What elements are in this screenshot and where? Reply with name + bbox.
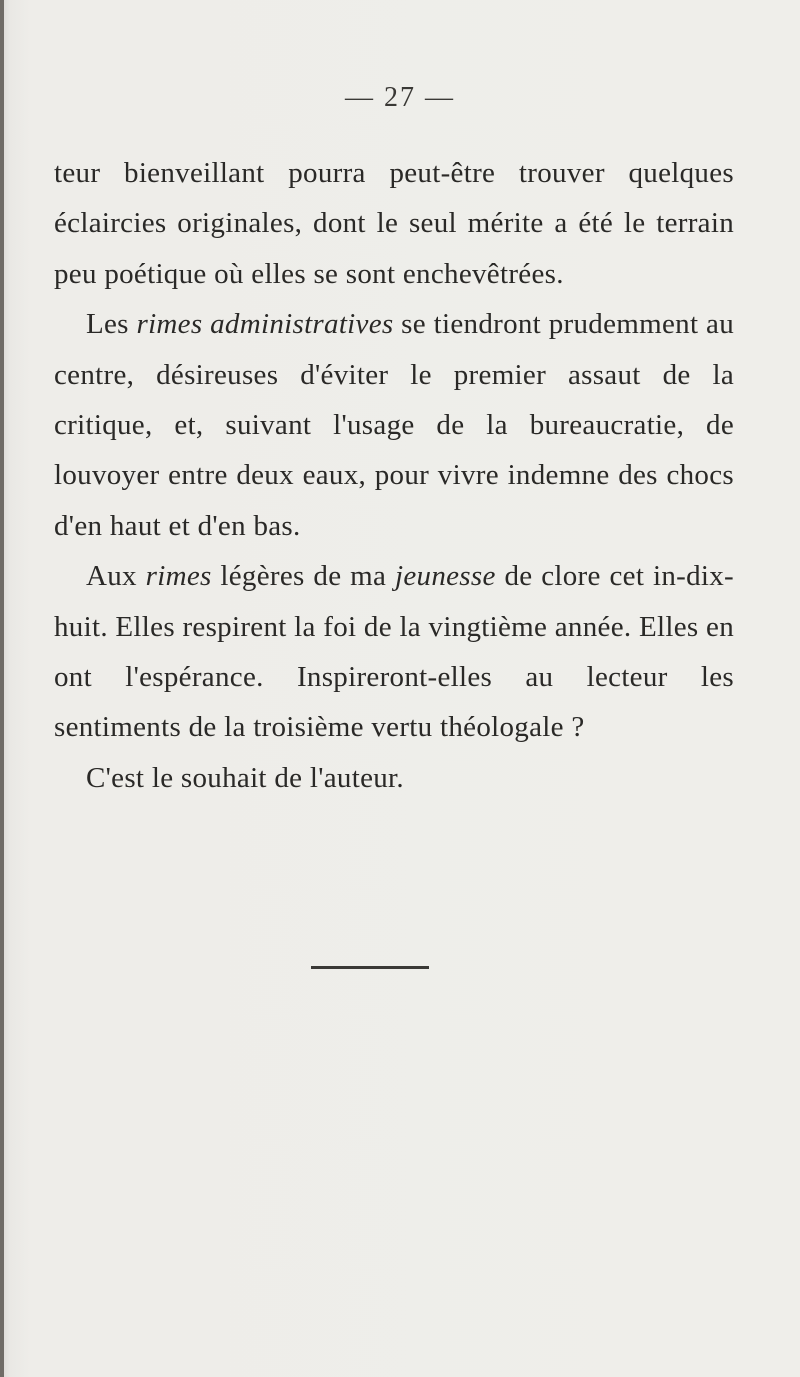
paragraph-3-lead: Aux — [86, 560, 146, 593]
paragraph-4: C'est le souhait de l'auteur. — [86, 761, 404, 794]
body-text — [54, 148, 734, 803]
closing-rule — [311, 966, 429, 969]
paragraph-2-rest: se tiendront prudemment au centre, désireuses d'éviter le premier assaut de la critique, et, suivant l'usage de la bureaucratie, de louvoyer entre deux eaux, pour vivre indemne des chocs d'en haut et d'en bas. — [54, 308, 734, 542]
italic-rimes: rimes — [145, 560, 212, 593]
paragraph-3-rest: de clore cet in-dix-huit. Elles respirent la foi de la vingtième année. Elles en ont l'espérance. Inspireront-elles au lecteur les sentiments de la troisième vertu théologale ? — [54, 560, 734, 744]
italic-rimes-administratives: rimes administratives — [136, 308, 394, 341]
paragraph-2-lead: Les — [86, 308, 137, 341]
paragraph-3-mid: légères de ma — [211, 560, 395, 593]
paragraph-2 — [54, 299, 734, 551]
italic-jeunesse: jeunesse — [395, 560, 496, 593]
paragraph-3 — [54, 551, 734, 753]
page-gutter — [0, 0, 4, 1377]
paragraph-1: teur bienveillant pourra peut-être trouver quelques éclaircies originales, dont le seul mérite a été le terrain peu poétique où elles se sont enchevêtrées. — [54, 157, 734, 290]
page-number: — 27 — — [345, 82, 455, 113]
